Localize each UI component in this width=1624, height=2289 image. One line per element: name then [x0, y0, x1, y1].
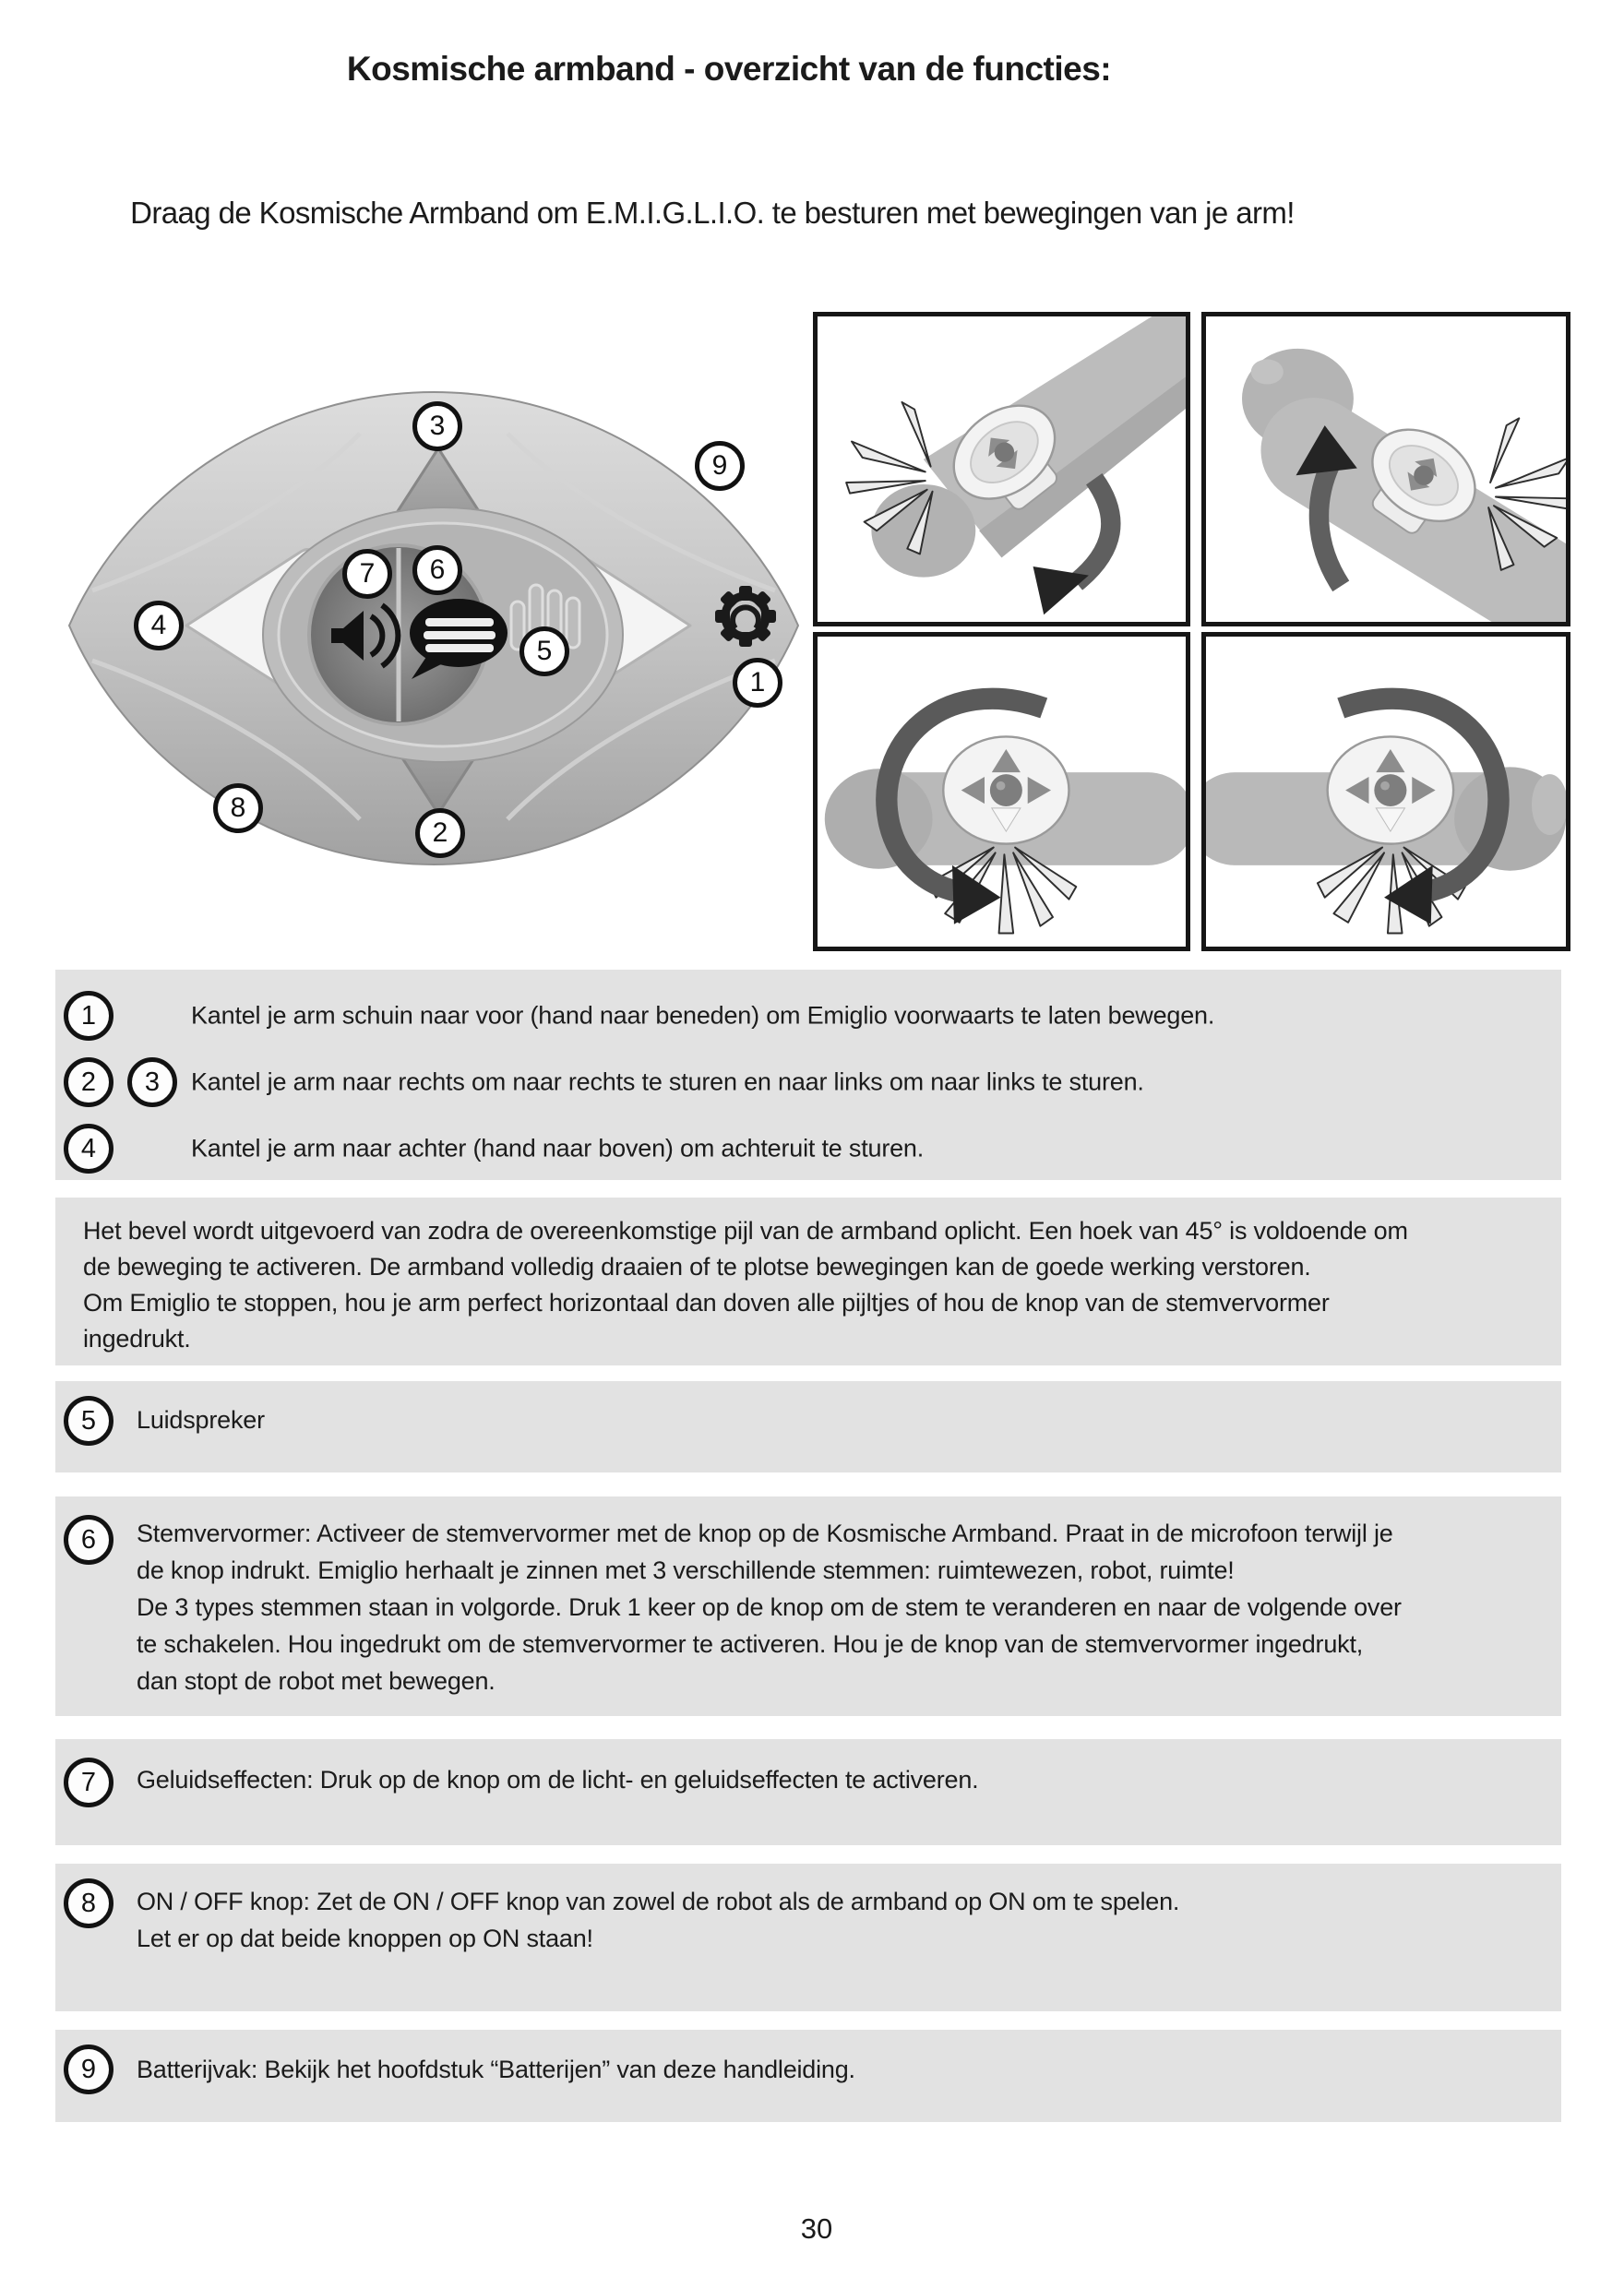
photo-roll-left-illustration: [818, 637, 1186, 947]
bracelet-top-view: [943, 736, 1069, 843]
feature-text: Stemvervormer: Activeer de stemvervormer met de knop op de Kosmische Armband. Praat in de microfoon terwijl je: [137, 1520, 1393, 1547]
feature-text: Let er op dat beide knoppen op ON staan!: [137, 1925, 593, 1952]
movement-instructions: [55, 970, 1561, 1180]
movement-row-backward: [55, 1115, 1561, 1182]
feature-speaker: [55, 1381, 1561, 1472]
badge-5: 5: [64, 1396, 113, 1446]
badge-8: 8: [64, 1878, 113, 1928]
callout-9: 9: [695, 441, 745, 491]
photo-roll-arm-left: [813, 632, 1190, 951]
page-number: 30: [800, 2212, 833, 2245]
photo-tilt-arm-back: [1201, 312, 1570, 626]
page-title: Kosmische armband - overzicht van de functies:: [346, 50, 1112, 88]
movement-text: Kantel je arm schuin naar voor (hand naar beneden) om Emiglio voorwaarts te laten bewegen.: [191, 1001, 1215, 1030]
photo-tilt-back-illustration: [1206, 316, 1566, 622]
feature-sound-effects: [55, 1739, 1561, 1845]
callout-3: 3: [412, 401, 462, 451]
callout-4: 4: [134, 601, 184, 650]
feature-text: ON / OFF knop: Zet de ON / OFF knop van zowel de robot als de armband op ON om te spelen.: [137, 1888, 1180, 1915]
callout-2: 2: [415, 808, 465, 858]
bracelet-top-view: [1328, 736, 1454, 843]
feature-text: Geluidseffecten: Druk op de knop om de licht- en geluidseffecten te activeren.: [137, 1766, 979, 1794]
callout-8: 8: [213, 783, 263, 833]
photo-tilt-arm-forward: [813, 312, 1190, 626]
feature-on-off: [55, 1864, 1561, 2011]
movement-text: Kantel je arm naar achter (hand naar boven) om achteruit te sturen.: [191, 1134, 925, 1162]
feature-text: De 3 types stemmen staan in volgorde. Druk 1 keer op de knop om de stem te veranderen en naar de volgende over: [137, 1593, 1402, 1621]
feature-text: dan stopt de robot met bewegen.: [137, 1667, 496, 1695]
rotate-left-arrow-head: [952, 865, 1001, 924]
movement-row-forward: [55, 983, 1561, 1049]
page-subtitle: Draag de Kosmische Armband om E.M.I.G.L.I.O. te besturen met bewegingen van je arm!: [130, 196, 1295, 230]
note-line: Het bevel wordt uitgevoerd van zodra de overeenkomstige pijl van de armband oplicht. Een hoek van 45° is voldoende om: [83, 1217, 1408, 1245]
feature-voice-changer: [55, 1496, 1561, 1716]
badge-6: 6: [64, 1515, 113, 1565]
bracelet-diagram: [55, 369, 812, 886]
note-line: de beweging te activeren. De armband volledig draaien of te plotse bewegingen kan de goede werking verstoren.: [83, 1253, 1311, 1281]
callout-6: 6: [412, 545, 462, 595]
badge-3: 3: [127, 1057, 177, 1107]
feature-text: Batterijvak: Bekijk het hoofdstuk “Batterijen” van deze handleiding.: [137, 2056, 855, 2083]
badge-2: 2: [64, 1057, 113, 1107]
photo-roll-right-illustration: [1206, 637, 1566, 947]
arrow-down: [1076, 479, 1111, 582]
note-block: [55, 1198, 1561, 1365]
feature-battery: [55, 2030, 1561, 2122]
badge-4: 4: [64, 1124, 113, 1174]
photo-tilt-forward-illustration: [818, 316, 1186, 622]
callout-5: 5: [519, 626, 569, 676]
note-line: ingedrukt.: [83, 1325, 191, 1353]
movement-text: Kantel je arm naar rechts om naar rechts te sturen en naar links om naar links te sturen.: [191, 1067, 1144, 1096]
badge-7: 7: [64, 1758, 113, 1807]
movement-row-steer: [55, 1049, 1561, 1115]
note-line: Om Emiglio te stoppen, hou je arm perfect horizontaal dan doven alle pijltjes of hou de knop van de stemvervormer: [83, 1289, 1330, 1317]
photo-roll-arm-right: [1201, 632, 1570, 951]
knuckle: [1251, 359, 1284, 384]
callout-7: 7: [342, 549, 392, 599]
feature-text: de knop indrukt. Emiglio herhaalt je zinnen met 3 verschillende stemmen: ruimtewezen, robot, ruimte!: [137, 1556, 1235, 1584]
feature-text: te schakelen. Hou ingedrukt om de stemvervormer te activeren. Hou je de knop van de stemvervormer ingedrukt,: [137, 1630, 1364, 1658]
feature-text: Luidspreker: [137, 1406, 265, 1434]
callout-1: 1: [733, 658, 782, 708]
badge-9: 9: [64, 2045, 113, 2094]
badge-1: 1: [64, 991, 113, 1041]
